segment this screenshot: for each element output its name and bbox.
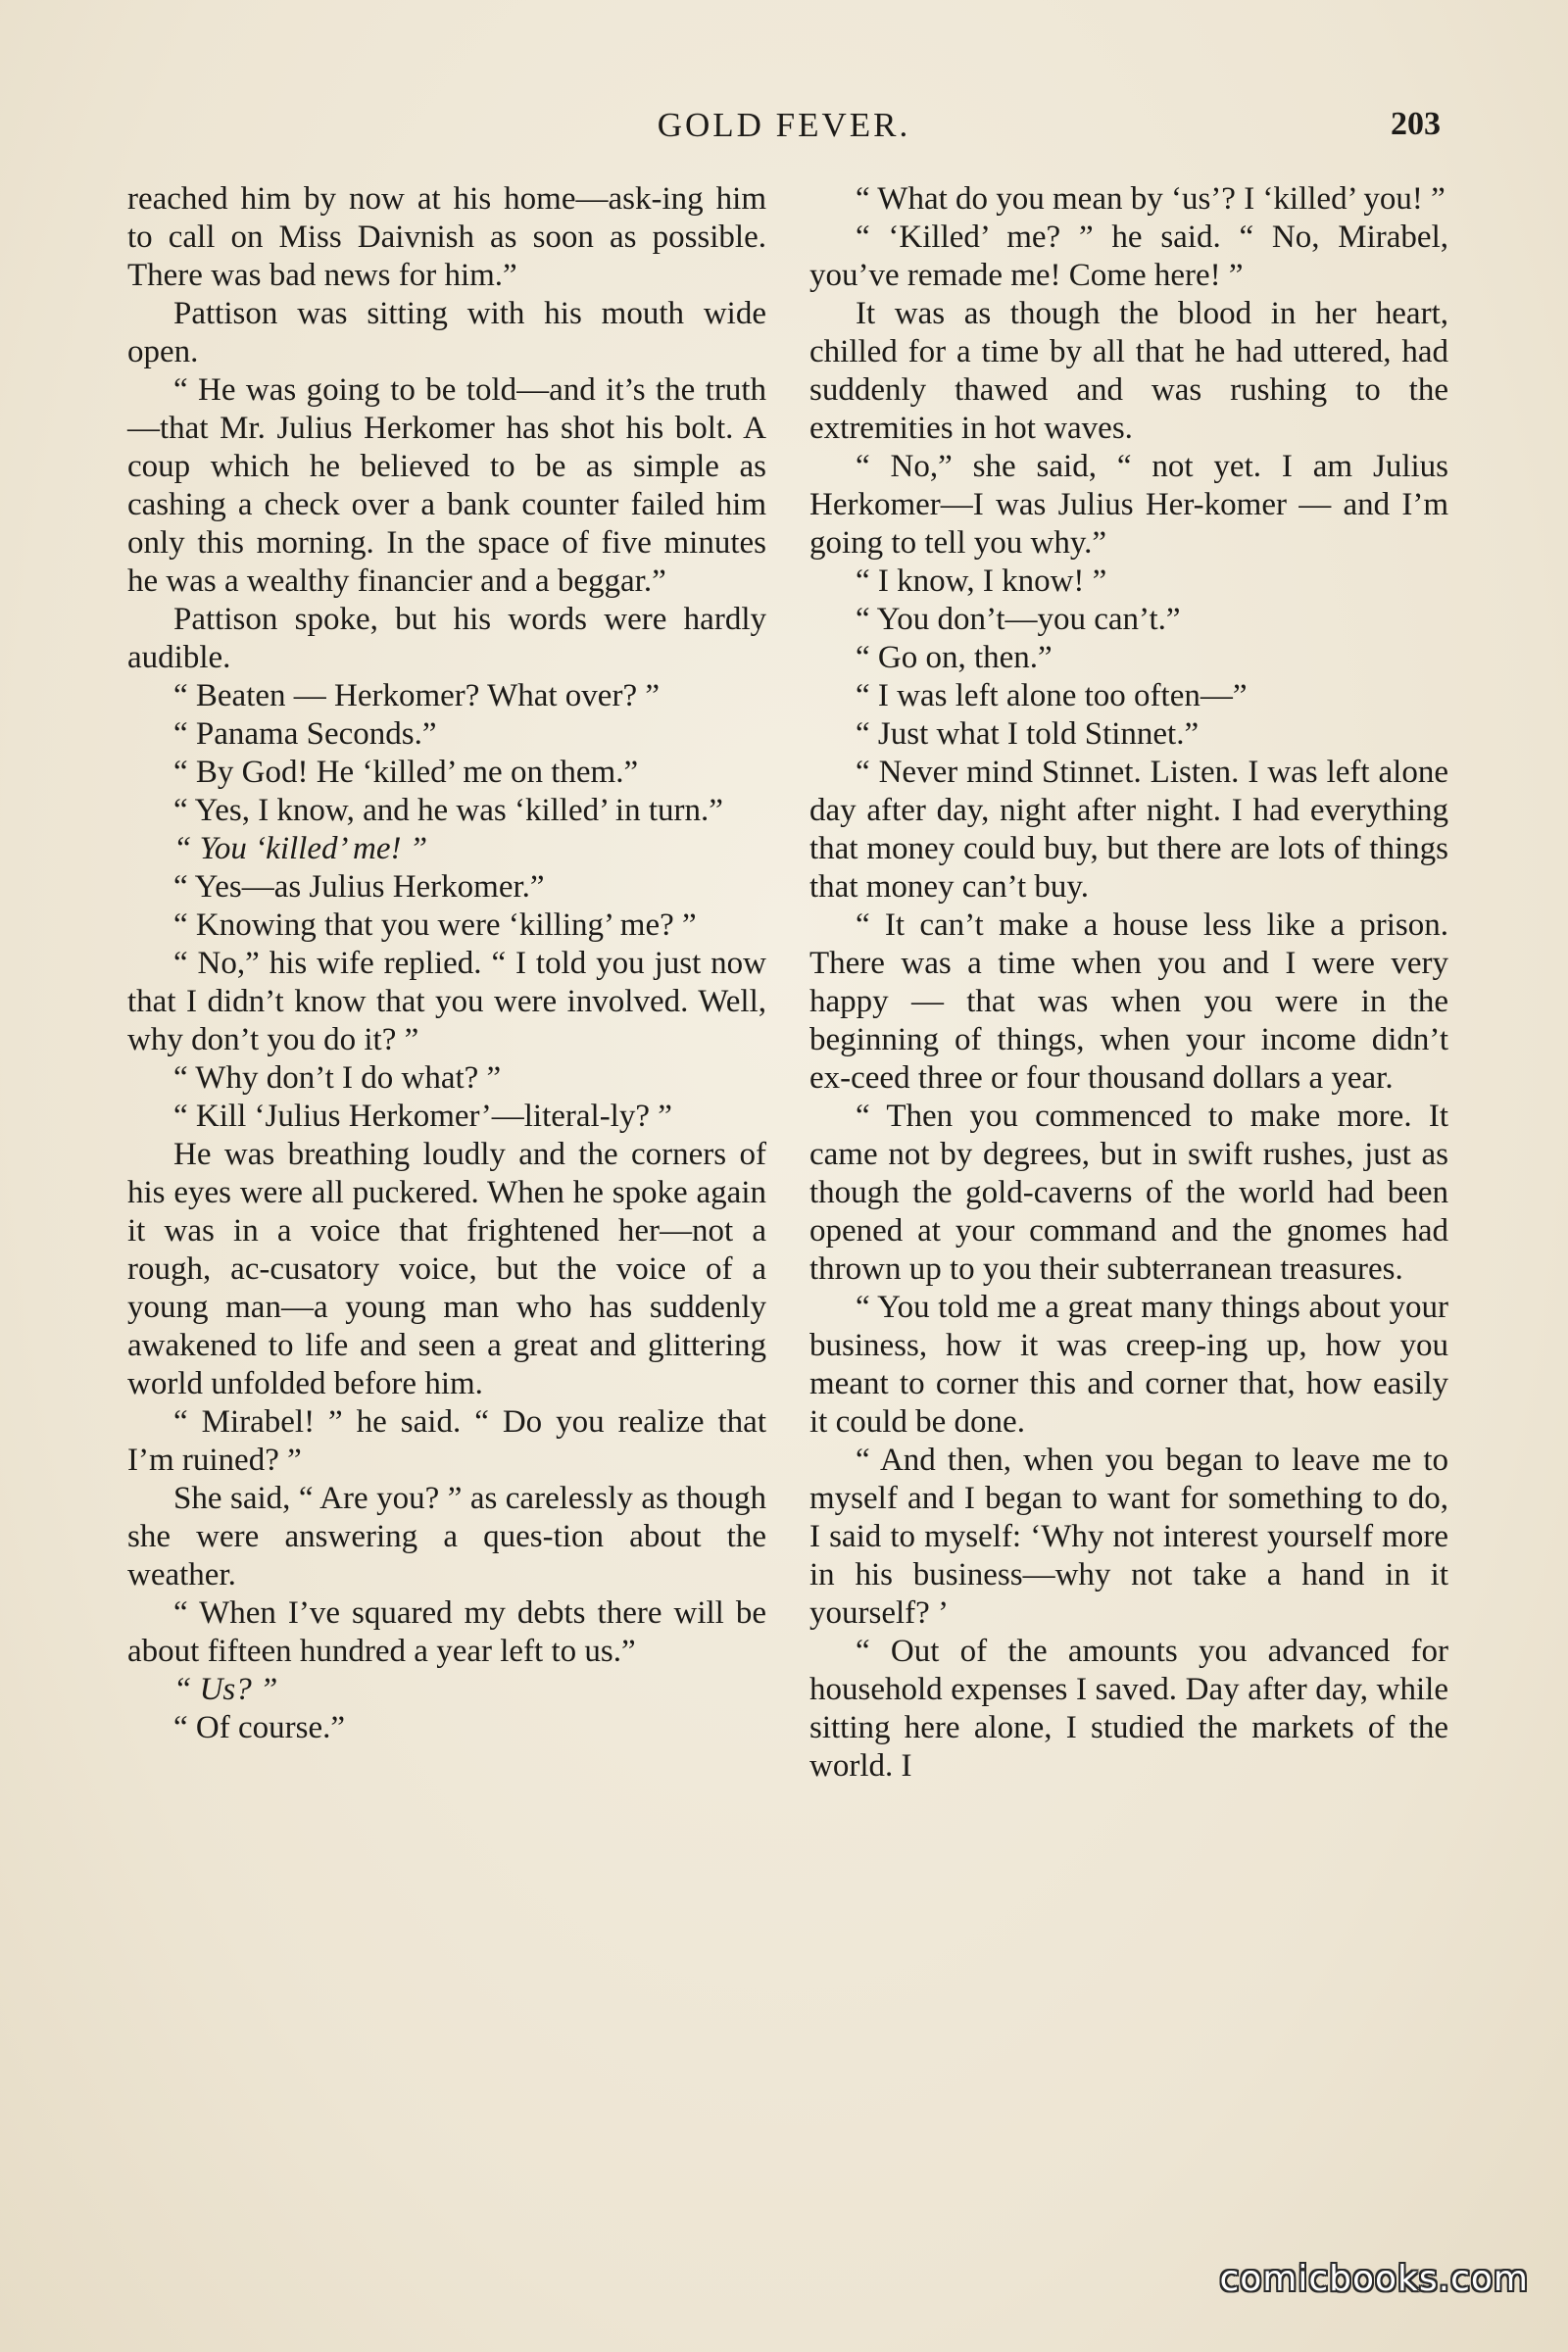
paragraph: “ Just what I told Stinnet.” <box>856 716 1200 752</box>
running-head <box>0 98 1568 147</box>
paragraph: “ Yes, I know, and he was ‘killed’ in turn.” <box>173 793 723 828</box>
watermark: comicbooks.com <box>1219 2259 1529 2299</box>
right-column <box>809 180 1448 1786</box>
paragraph: Pattison spoke, but his words were hardly audible. <box>127 602 766 675</box>
paragraph: “ I know, I know! ” <box>856 564 1107 599</box>
paragraph: “ Then you commenced to make more. It came not by degrees, but in swift rushes, just as though the gold-caverns of the world had been opened at your command and the gnomes had thrown up to you their subterranean treasures. <box>809 1099 1448 1287</box>
left-column <box>127 180 766 1747</box>
paragraph: “ When I’ve squared my debts there will be about fifteen hundred a year left to us.” <box>127 1595 766 1669</box>
running-title: GOLD FEVER. <box>657 106 911 144</box>
paragraph: “ He was going to be told—and it’s the truth—that Mr. Julius Herkomer has shot his bolt. A coup which he believed to be as simple as cashing a check over a bank counter failed him only this morning. In the space of five minutes he was a wealthy financier and a beggar.” <box>127 372 766 599</box>
paragraph: He was breathing loudly and the corners of his eyes were all puckered. When he spoke again it was in a voice that frightened her—not a rough, ac-cusatory voice, but the voice of a young man—a young man who has suddenly awakened to life and seen a great and glittering world unfolded before him. <box>127 1137 766 1401</box>
paragraph: “ By God! He ‘killed’ me on them.” <box>173 755 639 790</box>
paragraph: Pattison was sitting with his mouth wide open. <box>127 296 766 369</box>
paragraph: “ Beaten — Herkomer? What over? ” <box>173 678 660 713</box>
paragraph: “ No,” his wife replied. “ I told you just now that I didn’t know that you were involved. Well, why don’t you do it? ” <box>127 946 766 1057</box>
paragraph: “ You ‘killed’ me! ” <box>173 831 428 866</box>
paragraph: “ You told me a great many things about your business, how it was creep-ing up, how you meant to corner this and corner that, how easily it could be done. <box>809 1290 1448 1440</box>
paragraph: She said, “ Are you? ” as carelessly as though she were answering a ques-tion about the weather. <box>127 1481 766 1592</box>
paragraph: “ Never mind Stinnet. Listen. I was left alone day after day, night after night. I had everything that money could buy, but there are lots of things that money can’t buy. <box>809 755 1448 905</box>
paragraph: “ Out of the amounts you advanced for household expenses I saved. Day after day, while sitting here alone, I studied the markets of the world. I <box>809 1634 1448 1784</box>
paragraph: “ Mirabel! ” he said. “ Do you realize that I’m ruined? ” <box>127 1404 766 1478</box>
paragraph: reached him by now at his home—ask-ing him to call on Miss Daivnish as soon as possible. There was bad news for him.” <box>127 181 766 293</box>
paragraph: “ It can’t make a house less like a prison. There was a time when you and I were very happy — that was when you were in the beginning of things, when your income didn’t ex-ceed three or four thousand dollars a year. <box>809 907 1448 1096</box>
paragraph: “ Us? ” <box>173 1672 278 1707</box>
paragraph: “ Knowing that you were ‘killing’ me? ” <box>173 907 697 943</box>
paragraph: It was as though the blood in her heart, chilled for a time by all that he had uttered, had suddenly thawed and was rushing to the extremities in hot waves. <box>809 296 1448 446</box>
page-number: 203 <box>1391 106 1441 142</box>
paragraph: “ You don’t—you can’t.” <box>856 602 1181 637</box>
paragraph: “ I was left alone too often—” <box>856 678 1248 713</box>
paragraph: “ Of course.” <box>173 1710 345 1745</box>
paragraph: “ Yes—as Julius Herkomer.” <box>173 869 545 905</box>
paragraph: “ ‘Killed’ me? ” he said. “ No, Mirabel, you’ve remade me! Come here! ” <box>809 220 1448 293</box>
paragraph: “ And then, when you began to leave me to myself and I began to want for something to do, I said to myself: ‘Why not interest yourself more in his business—why not take a hand in it yourself? ’ <box>809 1443 1448 1631</box>
paragraph: “ Panama Seconds.” <box>173 716 437 752</box>
paragraph: “ Why don’t I do what? ” <box>173 1060 502 1096</box>
paragraph: “ Kill ‘Julius Herkomer’—literal-ly? ” <box>173 1099 672 1134</box>
paragraph: “ Go on, then.” <box>856 640 1053 675</box>
paragraph: “ No,” she said, “ not yet. I am Julius Herkomer—I was Julius Her-komer — and I’m going to tell you why.” <box>809 449 1448 561</box>
paragraph: “ What do you mean by ‘us’? I ‘killed’ you! ” <box>856 181 1446 217</box>
